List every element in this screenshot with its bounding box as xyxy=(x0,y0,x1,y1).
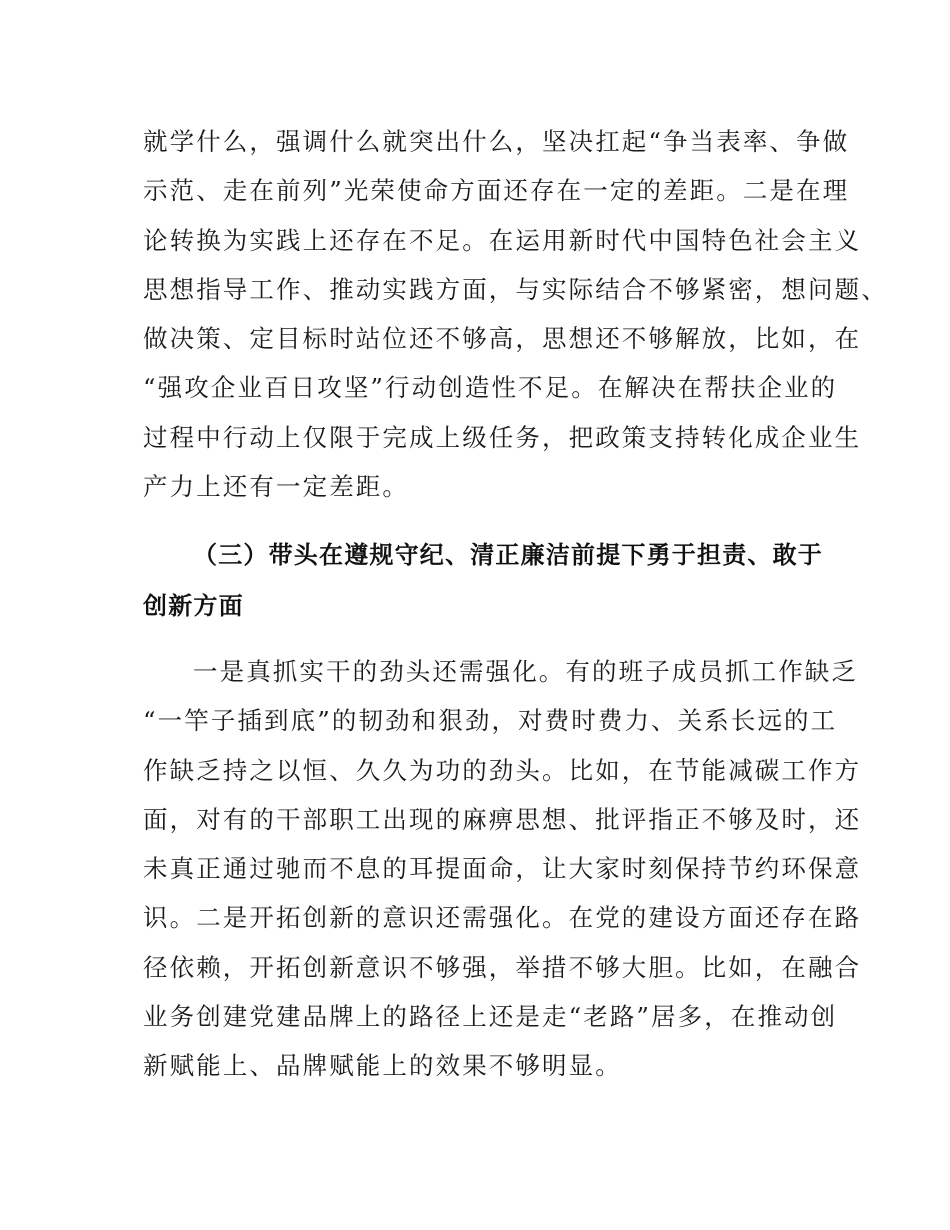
text-line: 思想指导工作、推动实践方面，与实际结合不够紧密，想问题、 xyxy=(143,274,888,304)
text-line: 做决策、定目标时站位还不够高，思想还不够解放，比如，在 xyxy=(143,324,862,354)
section-heading xyxy=(143,530,833,632)
text-line: 作缺乏持之以恒、久久为功的劲头。比如，在节能减碳工作方 xyxy=(143,755,862,785)
paragraph-section-body xyxy=(143,647,862,1091)
text-line: 识。二是开拓创新的意识还需强化。在党的建设方面还存在路 xyxy=(143,903,862,933)
text-line: 一是真抓实干的劲头还需强化。有的班子成员抓工作缺乏 xyxy=(193,657,858,686)
text-line: 新赋能上、品牌赋能上的效果不够明显。 xyxy=(143,1051,622,1081)
text-line: 论转换为实践上还存在不足。在运用新时代中国特色社会主义 xyxy=(143,225,862,255)
text-line: 业务创建党建品牌上的路径上还是走“老路”居多，在推动创 xyxy=(143,1002,838,1032)
heading-line: 创新方面 xyxy=(143,592,244,620)
text-line: 过程中行动上仅限于完成上级任务，把政策支持转化成企业生 xyxy=(143,422,862,452)
text-line: “一竿子插到底”的韧劲和狠劲，对费时费力、关系长远的工 xyxy=(143,706,838,736)
heading-line: （三）带头在遵规守纪、清正廉洁前提下勇于担责、敢于 xyxy=(193,541,823,569)
text-line: 产力上还有一定差距。 xyxy=(143,472,409,502)
paragraph-continuation xyxy=(143,117,888,511)
text-line: 未真正通过驰而不息的耳提面命，让大家时刻保持节约环保意 xyxy=(143,854,862,884)
text-line: 示范、走在前列”光荣使命方面还存在一定的差距。二是在理 xyxy=(143,176,850,206)
text-line: 径依赖，开拓创新意识不够强，举措不够大胆。比如，在融合 xyxy=(143,952,862,982)
text-line: 就学什么，强调什么就突出什么，坚决扛起“争当表率、争做 xyxy=(143,127,850,156)
text-line: “强攻企业百日攻坚”行动创造性不足。在解决在帮扶企业的 xyxy=(143,373,838,403)
text-line: 面，对有的干部职工出现的麻痹思想、批评指正不够及时，还 xyxy=(143,804,862,834)
